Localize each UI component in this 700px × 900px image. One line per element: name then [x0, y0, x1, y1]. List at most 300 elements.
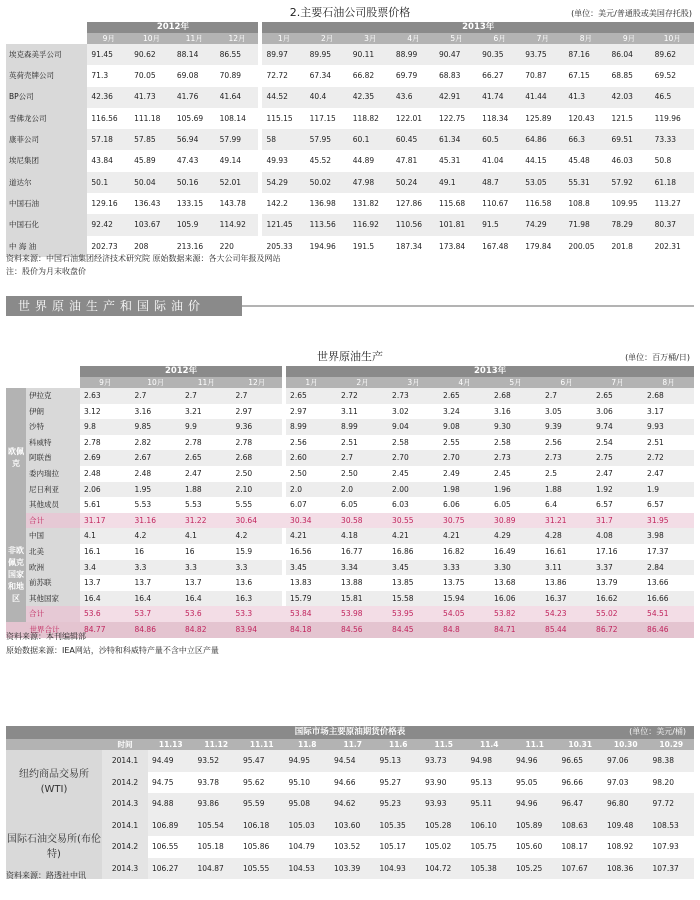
price-cell: 86.55	[216, 44, 259, 65]
price-cell: 115.15	[262, 108, 305, 129]
price-cell: 129.16	[87, 193, 130, 214]
month-header: 2月	[306, 33, 349, 44]
production-cell: 1.95	[131, 482, 182, 498]
table-row	[6, 606, 694, 622]
price-cell: 114.92	[216, 214, 259, 235]
price-cell: 93.75	[521, 44, 564, 65]
price-cell: 47.81	[392, 150, 435, 171]
price-cell: 45.48	[564, 150, 607, 171]
production-cell: 15.81	[337, 591, 388, 607]
production-cell: 3.16	[490, 404, 541, 420]
production-cell: 15.94	[439, 591, 490, 607]
production-cell: 13.75	[439, 575, 490, 591]
futures-price-cell: 105.28	[421, 815, 467, 837]
production-cell: 2.50	[337, 466, 388, 482]
table-row	[6, 404, 694, 420]
region-name: 沙特	[26, 419, 80, 435]
production-cell: 2.82	[131, 435, 182, 451]
production-cell: 2.68	[490, 388, 541, 404]
production-cell: 2.78	[80, 435, 131, 451]
production-cell: 2.50	[286, 466, 337, 482]
futures-price-cell: 93.52	[194, 750, 240, 772]
production-cell: 2.65	[286, 388, 337, 404]
futures-price-cell: 105.17	[376, 836, 422, 858]
price-cell: 70.05	[130, 65, 173, 86]
production-cell: 2.58	[490, 435, 541, 451]
production-cell: 16.86	[388, 544, 439, 560]
region-name: 合计	[26, 606, 80, 622]
price-cell: 46.03	[607, 150, 650, 171]
region-name: 中国	[26, 528, 80, 544]
price-cell: 49.93	[262, 150, 305, 171]
futures-price-cell: 108.63	[558, 815, 604, 837]
price-cell: 213.16	[173, 236, 216, 257]
section-banner	[6, 296, 694, 316]
price-cell: 200.05	[564, 236, 607, 257]
production-cell: 2.7	[181, 388, 232, 404]
price-cell: 220	[216, 236, 259, 257]
production-cell: 17.37	[643, 544, 694, 560]
production-cell: 1.9	[643, 482, 694, 498]
price-cell: 47.43	[173, 150, 216, 171]
price-cell: 41.44	[521, 87, 564, 108]
price-cell: 50.02	[306, 172, 349, 193]
group-label-non-opec: 非欧佩克国家和地区	[6, 528, 26, 622]
price-cell: 61.18	[651, 172, 694, 193]
price-cell: 71.98	[564, 214, 607, 235]
table-row	[6, 591, 694, 607]
price-cell: 121.5	[607, 108, 650, 129]
production-cell: 4.21	[286, 528, 337, 544]
futures-price-cell: 109.48	[603, 815, 649, 837]
futures-price-cell: 105.35	[376, 815, 422, 837]
price-cell: 68.83	[435, 65, 478, 86]
stocks-corner	[6, 33, 87, 44]
stock-price-table	[6, 22, 694, 257]
price-cell: 92.42	[87, 214, 130, 235]
production-cell: 4.29	[490, 528, 541, 544]
contract-month: 2014.1	[102, 815, 148, 837]
production-cell: 30.64	[232, 513, 283, 529]
production-cell: 2.60	[286, 450, 337, 466]
production-cell: 2.84	[643, 560, 694, 576]
date-header: 10.31	[558, 739, 604, 750]
table-row	[6, 129, 694, 150]
price-cell: 57.92	[607, 172, 650, 193]
production-cell: 53.82	[490, 606, 541, 622]
price-cell: 142.2	[262, 193, 305, 214]
month-header: 1月	[262, 33, 305, 44]
futures-price-cell: 93.78	[194, 772, 240, 794]
production-cell: 2.0	[337, 482, 388, 498]
company-name: 雪佛龙公司	[6, 108, 87, 129]
production-cell: 2.72	[337, 388, 388, 404]
production-cell: 4.21	[388, 528, 439, 544]
table-row	[6, 214, 694, 235]
stocks-year-2013: 2013年	[262, 22, 694, 33]
price-cell: 89.62	[651, 44, 694, 65]
production-cell: 5.53	[181, 497, 232, 513]
production-cell: 9.8	[80, 419, 131, 435]
company-name: 埃尼集团	[6, 150, 87, 171]
futures-price-cell: 105.60	[512, 836, 558, 858]
futures-price-cell: 94.88	[148, 793, 194, 815]
month-header: 5月	[490, 377, 541, 388]
production-cell: 16.49	[490, 544, 541, 560]
production-cell: 4.18	[337, 528, 388, 544]
price-cell: 52.01	[216, 172, 259, 193]
price-cell: 69.79	[392, 65, 435, 86]
price-cell: 40.4	[306, 87, 349, 108]
price-cell: 116.92	[349, 214, 392, 235]
production-cell: 6.4	[541, 497, 592, 513]
price-cell: 41.76	[173, 87, 216, 108]
company-name: 道达尔	[6, 172, 87, 193]
production-cell: 86.46	[643, 622, 694, 638]
production-cell: 5.61	[80, 497, 131, 513]
price-cell: 89.95	[306, 44, 349, 65]
production-cell: 6.06	[439, 497, 490, 513]
price-cell: 110.56	[392, 214, 435, 235]
table-row	[6, 750, 694, 772]
price-cell: 167.48	[478, 236, 521, 257]
production-cell: 13.6	[232, 575, 283, 591]
region-name: 其他成员	[26, 497, 80, 513]
production-cell: 2.50	[232, 466, 283, 482]
production-cell: 2.45	[388, 466, 439, 482]
production-cell: 3.05	[541, 404, 592, 420]
production-cell: 2.7	[131, 388, 182, 404]
production-cell: 8.99	[337, 419, 388, 435]
production-cell: 13.68	[490, 575, 541, 591]
production-cell: 15.79	[286, 591, 337, 607]
futures-price-cell: 96.66	[558, 772, 604, 794]
futures-price-cell: 105.25	[512, 858, 558, 880]
production-cell: 4.1	[80, 528, 131, 544]
futures-price-cell: 108.17	[558, 836, 604, 858]
price-cell: 67.34	[306, 65, 349, 86]
futures-price-cell: 95.11	[467, 793, 513, 815]
production-cell: 16.4	[80, 591, 131, 607]
price-cell: 119.96	[651, 108, 694, 129]
price-cell: 80.37	[651, 214, 694, 235]
production-cell: 15.58	[388, 591, 439, 607]
production-cell: 16.1	[80, 544, 131, 560]
month-header: 12月	[216, 33, 259, 44]
price-cell: 91.45	[87, 44, 130, 65]
production-cell: 16	[131, 544, 182, 560]
futures-price-cell: 97.06	[603, 750, 649, 772]
month-header: 5月	[435, 33, 478, 44]
production-cell: 6.07	[286, 497, 337, 513]
production-cell: 3.4	[80, 560, 131, 576]
region-name: 其他国家	[26, 591, 80, 607]
price-cell: 43.6	[392, 87, 435, 108]
production-cell: 6.57	[592, 497, 643, 513]
price-cell: 91.5	[478, 214, 521, 235]
month-header: 9月	[87, 33, 130, 44]
price-cell: 133.15	[173, 193, 216, 214]
futures-price-cell: 98.20	[649, 772, 695, 794]
price-cell: 179.84	[521, 236, 564, 257]
price-cell: 116.58	[521, 193, 564, 214]
price-cell: 54.29	[262, 172, 305, 193]
date-header: 11.1	[512, 739, 558, 750]
price-cell: 113.56	[306, 214, 349, 235]
price-cell: 42.36	[87, 87, 130, 108]
production-cell: 4.2	[232, 528, 283, 544]
table-row	[6, 544, 694, 560]
group-label-opec: 欧佩克	[6, 388, 26, 528]
production-cell: 16.77	[337, 544, 388, 560]
production-cell: 2.75	[592, 450, 643, 466]
table-row	[6, 435, 694, 451]
price-cell: 74.29	[521, 214, 564, 235]
production-cell: 8.99	[286, 419, 337, 435]
production-cell: 31.95	[643, 513, 694, 529]
production-cell: 4.1	[181, 528, 232, 544]
production-cell: 86.72	[592, 622, 643, 638]
production-cell: 2.63	[80, 388, 131, 404]
table-row	[6, 388, 694, 404]
production-cell: 16.66	[643, 591, 694, 607]
price-cell: 88.99	[392, 44, 435, 65]
production-cell: 2.7	[232, 388, 283, 404]
production-cell: 2.5	[541, 466, 592, 482]
futures-price-cell: 96.47	[558, 793, 604, 815]
price-cell: 50.24	[392, 172, 435, 193]
futures-price-cell: 105.38	[467, 858, 513, 880]
month-header: 6月	[541, 377, 592, 388]
production-cell: 55.02	[592, 606, 643, 622]
month-header: 1月	[286, 377, 337, 388]
company-name: 康菲公司	[6, 129, 87, 150]
production-cell: 3.30	[490, 560, 541, 576]
price-cell: 64.86	[521, 129, 564, 150]
production-cell: 53.7	[131, 606, 182, 622]
month-header: 4月	[392, 33, 435, 44]
price-cell: 41.64	[216, 87, 259, 108]
futures-corner	[6, 739, 102, 750]
price-cell: 69.08	[173, 65, 216, 86]
production-cell: 31.7	[592, 513, 643, 529]
production-cell: 53.84	[286, 606, 337, 622]
region-name: 阿联酋	[26, 450, 80, 466]
price-cell: 136.43	[130, 193, 173, 214]
production-cell: 13.79	[592, 575, 643, 591]
month-header: 11月	[173, 33, 216, 44]
table-row	[6, 87, 694, 108]
production-cell: 2.68	[643, 388, 694, 404]
price-cell: 45.89	[130, 150, 173, 171]
price-cell: 86.04	[607, 44, 650, 65]
table-row	[6, 482, 694, 498]
production-cell: 54.23	[541, 606, 592, 622]
price-cell: 122.01	[392, 108, 435, 129]
company-name: BP公司	[6, 87, 87, 108]
production-cell: 3.06	[592, 404, 643, 420]
price-cell: 109.95	[607, 193, 650, 214]
futures-price-cell: 93.73	[421, 750, 467, 772]
production-cell: 84.8	[439, 622, 490, 638]
month-header: 10月	[130, 33, 173, 44]
futures-price-cell: 106.89	[148, 815, 194, 837]
production-cell: 2.48	[80, 466, 131, 482]
production-cell: 9.9	[181, 419, 232, 435]
section-banner-rule	[242, 305, 694, 307]
production-cell: 2.0	[286, 482, 337, 498]
production-cell: 31.22	[181, 513, 232, 529]
price-cell: 60.5	[478, 129, 521, 150]
production-cell: 53.95	[388, 606, 439, 622]
production-cell: 2.56	[286, 435, 337, 451]
price-cell: 42.35	[349, 87, 392, 108]
month-header: 3月	[349, 33, 392, 44]
production-cell: 2.54	[592, 435, 643, 451]
production-cell: 84.56	[337, 622, 388, 638]
price-cell: 41.3	[564, 87, 607, 108]
price-cell: 173.84	[435, 236, 478, 257]
production-cell: 16.62	[592, 591, 643, 607]
price-cell: 45.52	[306, 150, 349, 171]
price-cell: 78.29	[607, 214, 650, 235]
futures-price-cell: 93.90	[421, 772, 467, 794]
month-header: 10月	[651, 33, 694, 44]
production-cell: 2.49	[439, 466, 490, 482]
price-cell: 44.89	[349, 150, 392, 171]
price-cell: 61.34	[435, 129, 478, 150]
company-name: 埃克森美孚公司	[6, 44, 87, 65]
company-name: 中国石油	[6, 193, 87, 214]
futures-price-cell: 103.52	[330, 836, 376, 858]
production-cell: 3.24	[439, 404, 490, 420]
price-cell: 201.8	[607, 236, 650, 257]
price-cell: 50.04	[130, 172, 173, 193]
production-cell: 1.96	[490, 482, 541, 498]
production-cell: 6.05	[337, 497, 388, 513]
price-cell: 48.7	[478, 172, 521, 193]
production-cell: 54.05	[439, 606, 490, 622]
production-cell: 6.05	[490, 497, 541, 513]
price-cell: 118.34	[478, 108, 521, 129]
region-name: 前苏联	[26, 575, 80, 591]
section-banner-title: 世界原油生产和国际油价	[6, 296, 242, 316]
futures-price-cell: 106.10	[467, 815, 513, 837]
price-cell: 67.15	[564, 65, 607, 86]
futures-price-cell: 105.18	[194, 836, 240, 858]
production-cell: 3.3	[131, 560, 182, 576]
price-cell: 191.5	[349, 236, 392, 257]
price-cell: 72.72	[262, 65, 305, 86]
futures-price-cell: 98.38	[649, 750, 695, 772]
production-cell: 84.18	[286, 622, 337, 638]
futures-price-cell: 105.86	[239, 836, 285, 858]
production-cell: 30.58	[337, 513, 388, 529]
futures-price-cell: 107.67	[558, 858, 604, 880]
contract-month: 2014.2	[102, 836, 148, 858]
table-row	[6, 150, 694, 171]
table-row	[6, 172, 694, 193]
production-cell: 3.98	[643, 528, 694, 544]
stocks-title: 2.主要石油公司股票价格	[289, 6, 411, 19]
futures-price-cell: 104.93	[376, 858, 422, 880]
contract-month: 2014.1	[102, 750, 148, 772]
date-header: 10.30	[603, 739, 649, 750]
price-cell: 71.3	[87, 65, 130, 86]
futures-price-cell: 104.79	[285, 836, 331, 858]
production-cell: 2.97	[286, 404, 337, 420]
production-cell: 2.06	[80, 482, 131, 498]
production-cell: 9.08	[439, 419, 490, 435]
production-cell: 4.21	[439, 528, 490, 544]
production-cell: 85.44	[541, 622, 592, 638]
production-cell: 53.98	[337, 606, 388, 622]
production-cell: 3.45	[286, 560, 337, 576]
table-row	[6, 108, 694, 129]
production-cell: 2.65	[439, 388, 490, 404]
production-cell: 1.92	[592, 482, 643, 498]
date-header: 10.29	[649, 739, 695, 750]
date-header: 11.13	[148, 739, 194, 750]
table-row	[6, 419, 694, 435]
futures-price-cell: 95.08	[285, 793, 331, 815]
region-name: 尼日利亚	[26, 482, 80, 498]
futures-price-cell: 95.47	[239, 750, 285, 772]
price-cell: 50.16	[173, 172, 216, 193]
futures-price-cell: 96.65	[558, 750, 604, 772]
region-name: 欧洲	[26, 560, 80, 576]
production-cell: 9.30	[490, 419, 541, 435]
production-origin: 原始数据来源：IEA网站，沙特和科威特产量不含中立区产量	[6, 646, 219, 655]
price-cell: 57.95	[306, 129, 349, 150]
futures-price-cell: 94.96	[512, 750, 558, 772]
futures-title-bar	[6, 726, 694, 739]
production-cell: 3.02	[388, 404, 439, 420]
futures-price-cell: 103.60	[330, 815, 376, 837]
production-cell: 2.97	[232, 404, 283, 420]
futures-price-cell: 94.62	[330, 793, 376, 815]
price-cell: 42.03	[607, 87, 650, 108]
price-cell: 194.96	[306, 236, 349, 257]
table-row	[6, 772, 694, 794]
production-cell: 2.65	[181, 450, 232, 466]
production-cell: 1.98	[439, 482, 490, 498]
price-cell: 127.86	[392, 193, 435, 214]
futures-price-cell: 105.54	[194, 815, 240, 837]
production-cell: 13.83	[286, 575, 337, 591]
table-row	[6, 836, 694, 858]
production-cell: 3.16	[131, 404, 182, 420]
production-cell: 16.4	[131, 591, 182, 607]
production-cell: 2.10	[232, 482, 283, 498]
price-cell: 43.84	[87, 150, 130, 171]
production-cell: 53.3	[232, 606, 283, 622]
production-cell: 16.61	[541, 544, 592, 560]
month-header: 8月	[643, 377, 694, 388]
futures-price-cell: 94.96	[512, 793, 558, 815]
price-cell: 103.67	[130, 214, 173, 235]
price-cell: 110.67	[478, 193, 521, 214]
month-header: 4月	[439, 377, 490, 388]
futures-price-cell: 97.72	[649, 793, 695, 815]
table-row	[6, 560, 694, 576]
production-cell: 3.33	[439, 560, 490, 576]
production-cell: 84.71	[490, 622, 541, 638]
futures-price-cell: 108.53	[649, 815, 695, 837]
production-cell: 16	[181, 544, 232, 560]
production-source: 资料来源：本刊编辑部	[6, 632, 86, 641]
contract-month: 2014.3	[102, 858, 148, 880]
